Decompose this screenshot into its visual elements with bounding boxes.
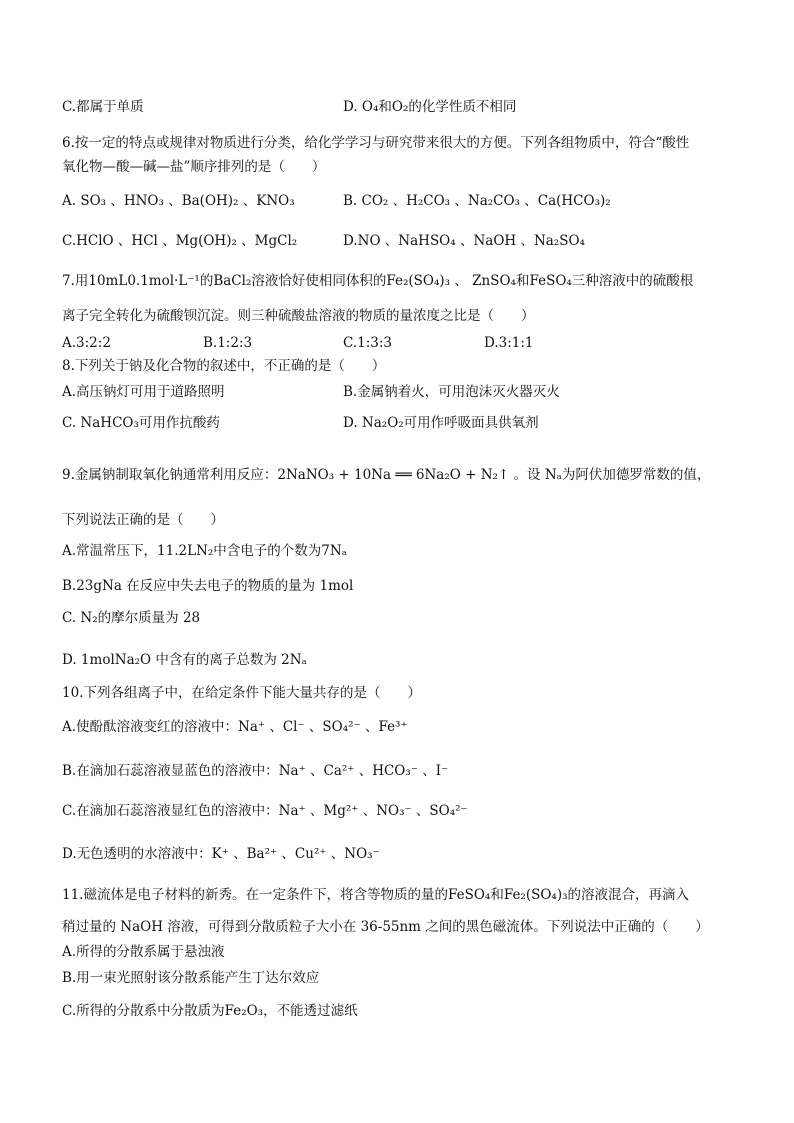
q11-option-b: B.用一束光照射该分散系能产生丁达尔效应 — [62, 970, 320, 986]
q6-option-c: C.HClO 、HCl 、Mg(OH)₂ 、MgCl₂ — [62, 233, 298, 249]
q10-option-b: B.在滴加石蕊溶液显蓝色的溶液中：Na⁺ 、Ca²⁺ 、HCO₃⁻ 、I⁻ — [62, 763, 449, 779]
q6-stem-line1: 6.按一定的特点或规律对物质进行分类，给化学学习与研究带来很大的方便。下列各组物质中，符合“酸性 — [62, 135, 690, 151]
q7-option-a: A.3:2:2 — [62, 335, 111, 351]
q9-option-d: D. 1molNa₂O 中含有的离子总数为 2Nₐ — [62, 652, 307, 668]
q8-option-c: C. NaHCO₃可用作抗酸药 — [62, 415, 220, 431]
q6-option-b: B. CO₂ 、H₂CO₃ 、Na₂CO₃ 、Ca(HCO₃)₂ — [343, 193, 611, 209]
q5-option-c: C.都属于单质 — [62, 99, 144, 115]
q8-option-b: B.金属钠着火，可用泡沫灭火器灭火 — [343, 384, 560, 400]
q8-stem: 8.下列关于钠及化合物的叙述中，不正确的是（ ） — [62, 358, 386, 374]
q7-stem-line2: 离子完全转化为硫酸钡沉淀。则三种硫酸盐溶液的物质的量浓度之比是（ ） — [62, 308, 535, 324]
q7-stem-line1: 7.用10mL0.1mol·L⁻¹的BaCl₂溶液恰好使相同体积的Fe₂(SO₄)₃ 、 ZnSO₄和FeSO₄三种溶液中的硫酸根 — [62, 273, 694, 289]
q11-stem-line1: 11.磁流体是电子材料的新秀。在一定条件下，将含等物质的量的FeSO₄和Fe₂(SO₄)₃的溶液混合，再滴入 — [62, 887, 690, 903]
q11-option-a: A.所得的分散系属于悬浊液 — [62, 944, 225, 960]
q7-option-b: B.1:2:3 — [203, 335, 253, 351]
q9-stem-line1: 9.金属钠制取氧化钠通常利用反应：2NaNO₃ + 10Na ══ 6Na₂O + N₂↑ 。设 Nₐ为阿伏加德罗常数的值， — [62, 467, 711, 483]
q11-stem-line2: 稍过量的 NaOH 溶液，可得到分散质粒子大小在 36-55nm 之间的黑色磁流体。下列说法中正确的（ ） — [62, 919, 709, 935]
q10-option-d: D.无色透明的水溶液中：K⁺ 、Ba²⁺ 、Cu²⁺ 、NO₃⁻ — [62, 846, 380, 862]
q10-option-a: A.使酚酞溶液变红的溶液中：Na⁺ 、Cl⁻ 、SO₄²⁻ 、Fe³⁺ — [62, 719, 408, 735]
q6-stem-line2: 氧化物—酸—碱—盐”顺序排列的是（ ） — [62, 159, 326, 175]
q8-option-d: D. Na₂O₂可用作呼吸面具供氧剂 — [343, 415, 539, 431]
q8-option-a: A.高压钠灯可用于道路照明 — [62, 384, 225, 400]
q9-option-b: B.23gNa 在反应中失去电子的物质的量为 1mol — [62, 578, 354, 594]
q10-stem: 10.下列各组离子中，在给定条件下能大量共存的是（ ） — [62, 685, 421, 701]
q6-option-a: A. SO₃ 、HNO₃ 、Ba(OH)₂ 、KNO₃ — [62, 193, 295, 209]
q11-option-c: C.所得的分散系中分散质为Fe₂O₃，不能透过滤纸 — [62, 1003, 358, 1019]
q9-stem-line2: 下列说法正确的是（ ） — [62, 512, 224, 528]
q7-option-d: D.3:1:1 — [484, 335, 534, 351]
q9-option-a: A.常温常压下，11.2LN₂中含电子的个数为7Nₐ — [62, 543, 347, 559]
q7-option-c: C.1:3:3 — [343, 335, 393, 351]
q9-option-c: C. N₂的摩尔质量为 28 — [62, 610, 201, 626]
q6-option-d: D.NO 、NaHSO₄ 、NaOH 、Na₂SO₄ — [343, 233, 585, 249]
q10-option-c: C.在滴加石蕊溶液显红色的溶液中：Na⁺ 、Mg²⁺ 、NO₃⁻ 、SO₄²⁻ — [62, 803, 468, 819]
q5-option-d: D. O₄和O₂的化学性质不相同 — [343, 99, 517, 115]
